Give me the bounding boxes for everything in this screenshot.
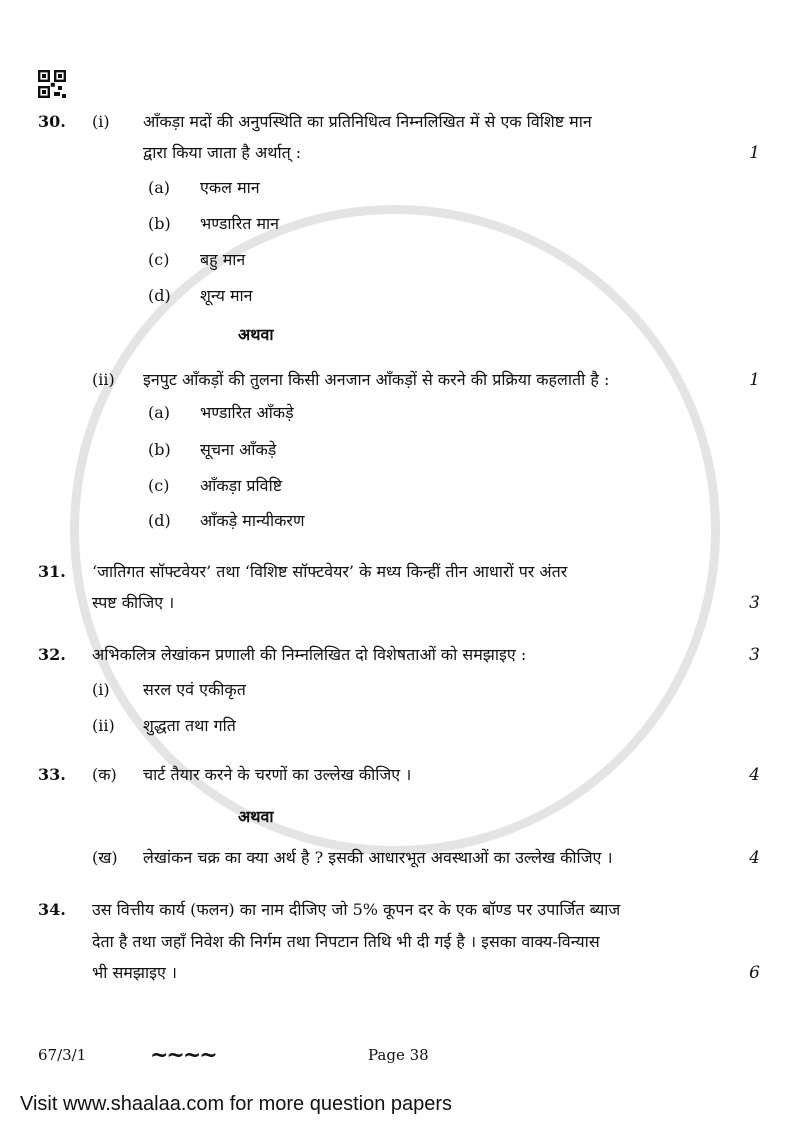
or-row [38,325,760,345]
sub-label: (ii) [92,370,115,389]
visit-link[interactable]: Visit www.shaalaa.com for more question papers [20,1093,453,1115]
option-text: बहु मान [200,250,246,269]
option-label: (b) [148,440,171,459]
question-text: इनपुट आँकड़ों की तुलना किसी अनजान आँकड़ों से करने की प्रक्रिया कहलाती है : [143,370,610,389]
question-text: लेखांकन चक्र का क्या अर्थ है ? इसकी आधारभूत अवस्थाओं का उल्लेख कीजिए । [143,848,613,867]
marks: 6 [749,963,760,983]
question-33-b [38,848,760,868]
or-heading: अथवा [238,807,274,826]
sub-label: (i) [92,112,110,131]
question-number: 30. [38,112,66,131]
option [38,511,760,531]
option [38,178,760,198]
option [38,476,760,496]
question-text: उस वित्तीय कार्य (फलन) का नाम दीजिए जो 5% कूपन दर के एक बॉण्ड पर उपार्जित ब्याज [92,900,621,919]
question-line [38,932,760,952]
marks: 4 [749,765,760,785]
marks: 3 [749,645,760,665]
wave-decoration: ~~~~ [150,1042,216,1068]
option-label: (d) [148,511,171,530]
option-label: (a) [148,403,171,422]
paper-code: 67/3/1 [38,1046,87,1064]
option-text: एकल मान [200,178,260,197]
question-text: देता है तथा जहाँ निवेश की निर्गम तथा निपटान तिथि भी दी गई है । इसका वाक्य-विन्यास [92,932,600,951]
item-text: शुद्धता तथा गति [143,716,236,735]
question-number: 32. [38,645,66,664]
page-number: Page 38 [368,1046,429,1064]
option-text: सूचना आँकड़े [200,440,277,459]
option-text: शून्य मान [200,286,253,305]
item-label: (ii) [92,716,115,735]
question-30-ii [38,370,760,390]
question-line [38,593,760,613]
marks: 4 [749,848,760,868]
option [38,403,760,423]
question-text: आँकड़ा मदों की अनुपस्थिति का प्रतिनिधित्व निम्नलिखित में से एक विशिष्ट मान [143,112,592,131]
option-label: (a) [148,178,171,197]
question-list [38,112,760,983]
option-text: भण्डारित आँकड़े [200,403,294,422]
qr-code-icon [38,70,66,98]
option-text: आँकड़े मान्यीकरण [200,511,305,530]
question-text: चार्ट तैयार करने के चरणों का उल्लेख कीजिए । [143,765,412,784]
item [38,680,760,700]
question-number: 34. [38,900,66,919]
question-line [38,143,760,163]
question-text: अभिकलित्र लेखांकन प्रणाली की निम्नलिखित दो विशेषताओं को समझाइए : [92,645,527,664]
question-line [38,963,760,983]
question-text: द्वारा किया जाता है अर्थात् : [143,143,302,162]
question-text: स्पष्ट कीजिए । [92,593,175,612]
marks: 1 [749,143,760,163]
marks: 3 [749,593,760,613]
option [38,214,760,234]
option-label: (b) [148,214,171,233]
option [38,286,760,306]
or-row [38,807,760,827]
question-30-i [38,112,760,132]
question-32 [38,645,760,665]
question-text: भी समझाइए । [92,963,177,982]
sub-label: (क) [92,765,117,784]
marks: 1 [749,370,760,390]
sub-label: (ख) [92,848,118,867]
question-number: 31. [38,562,66,581]
option-label: (c) [148,476,170,495]
option-label: (c) [148,250,170,269]
option [38,250,760,270]
question-34 [38,900,760,920]
question-number: 33. [38,765,66,784]
item-text: सरल एवं एकीकृत [143,680,246,699]
option [38,440,760,460]
or-heading: अथवा [238,325,274,344]
option-text: आँकड़ा प्रविष्टि [200,476,283,495]
option-text: भण्डारित मान [200,214,280,233]
item-label: (i) [92,680,110,699]
item [38,716,760,736]
option-label: (d) [148,286,171,305]
question-text: ‘जातिगत सॉफ्टवेयर’ तथा ‘विशिष्ट सॉफ्टवेयर’ के मध्य किन्हीं तीन आधारों पर अंतर [92,562,568,581]
question-33-a [38,765,760,785]
question-31 [38,562,760,582]
